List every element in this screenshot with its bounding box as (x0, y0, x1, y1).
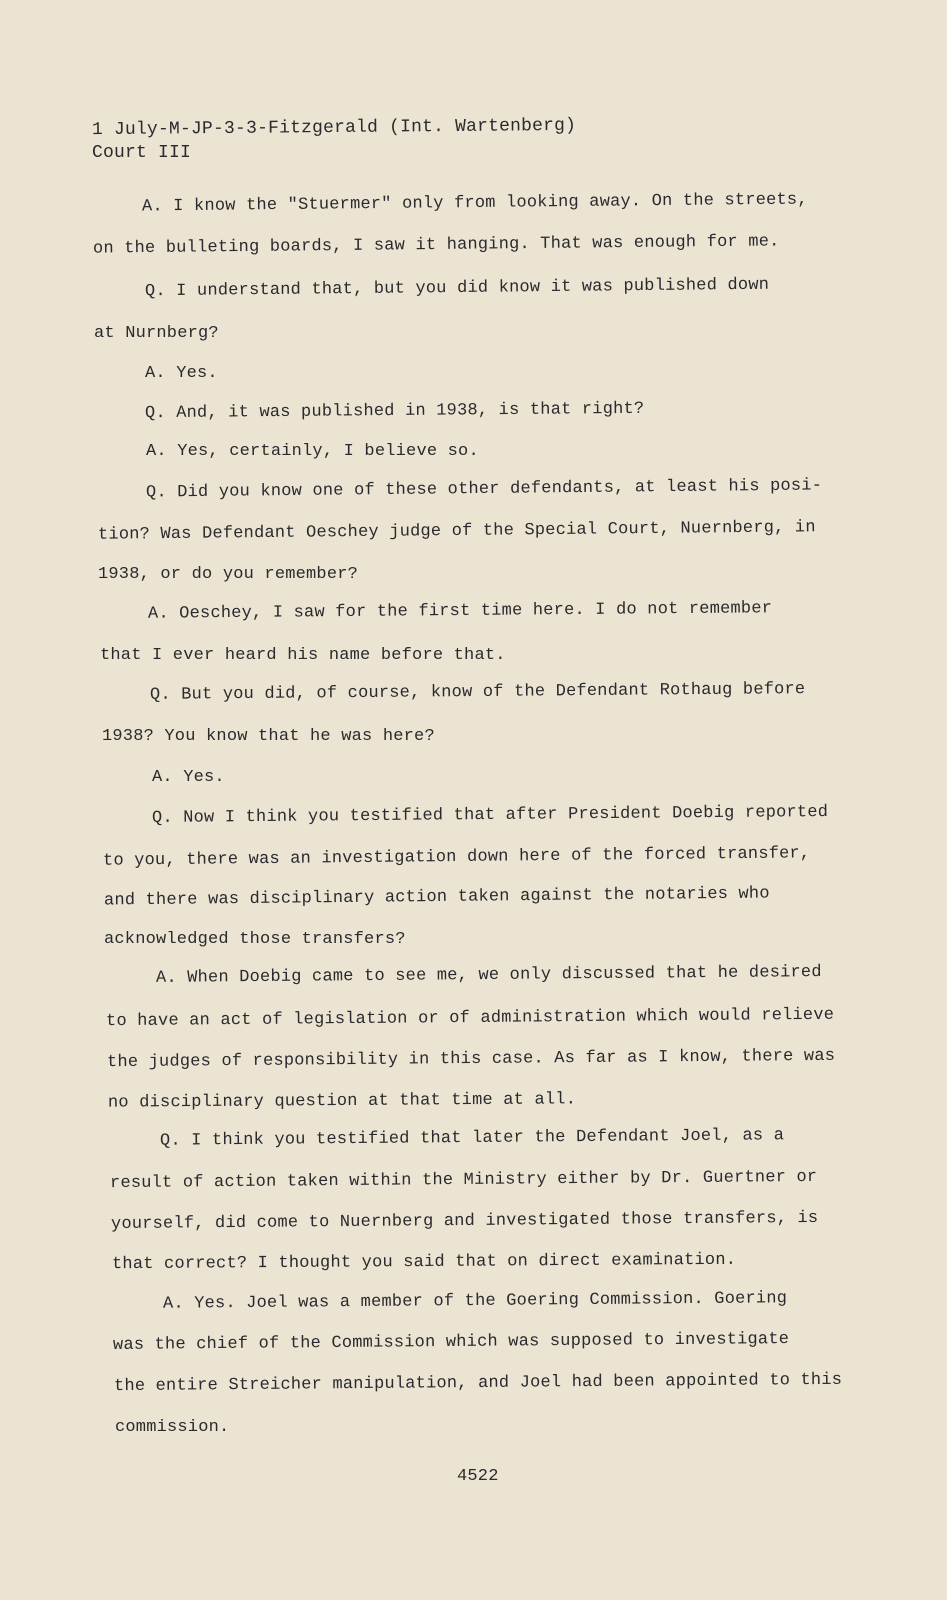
transcript-line: Q. But you did, of course, know of the Defendant Rothaug before (149, 680, 806, 705)
transcript-line: A. Yes. (152, 768, 225, 787)
transcript-line: Q. I think you testified that later the Defendant Joel, as a (159, 1126, 785, 1151)
transcript-line: A. Yes. (145, 364, 218, 383)
transcript-line: the entire Streicher manipulation, and Joel had been appointed to this (113, 1370, 843, 1397)
transcript-line: the judges of responsibility in this case. As far as I know, there was (106, 1046, 836, 1073)
transcript-line: result of action taken within the Ministry either by Dr. Guertner or (109, 1167, 818, 1194)
transcript-line: A. Oeschey, I saw for the first time here. I do not remember (147, 599, 773, 624)
transcript-line: Q. Did you know one of these other defendants, at least his posi- (145, 476, 823, 503)
transcript-line: commission. (115, 1418, 230, 1437)
transcript-line: was the chief of the Commission which was supposed to investigate (112, 1330, 790, 1355)
transcript-line: that I ever heard his name before that. (100, 646, 506, 665)
transcript-line: tion? Was Defendant Oeschey judge of the Special Court, Nuernberg, in (97, 518, 816, 545)
transcript-line: on the bulleting boards, I saw it hanging. That was enough for me. (92, 232, 780, 259)
transcript-line: A. When Doebig came to see me, we only discussed that he desired (155, 963, 822, 988)
transcript-line: A. Yes. Joel was a member of the Goering Commission. Goering (162, 1289, 788, 1314)
transcript-line: that correct? I thought you said that on direct examination. (111, 1250, 737, 1275)
transcript-line: and there was disciplinary action taken against the notaries who (103, 884, 770, 911)
page-number: 4522 (457, 1467, 499, 1486)
transcript-line: acknowledged those transfers? (104, 930, 406, 949)
transcript-line: A. I know the "Stuermer" only from looking away. On the streets, (141, 190, 808, 217)
transcript-line: 1938? You know that he was here? (102, 727, 435, 746)
transcript-line: no disciplinary question at that time at all. (107, 1090, 577, 1113)
transcript-line: to you, there was an investigation down here of the forced transfer, (102, 844, 811, 871)
transcript-line: A. Yes, certainly, I believe so. (146, 442, 479, 461)
transcript-line: Q. And, it was published in 1938, is that right? (144, 399, 645, 424)
transcript-line: 1938, or do you remember? (98, 565, 359, 584)
transcript-line: Q. I understand that, but you did know it was published down (144, 275, 770, 302)
transcript-line: to have an act of legislation or of administration which would relieve (105, 1005, 835, 1032)
header-line-1: 1 July-M-JP-3-3-Fitzgerald (Int. Wartenberg) (91, 115, 577, 141)
transcript-line: yourself, did come to Nuernberg and investigated those transfers, is (110, 1208, 819, 1235)
transcript-line: at Nurnberg? (94, 324, 219, 343)
header-line-2: Court III (92, 143, 192, 163)
transcript-line: Q. Now I think you testified that after President Doebig reported (151, 803, 829, 828)
